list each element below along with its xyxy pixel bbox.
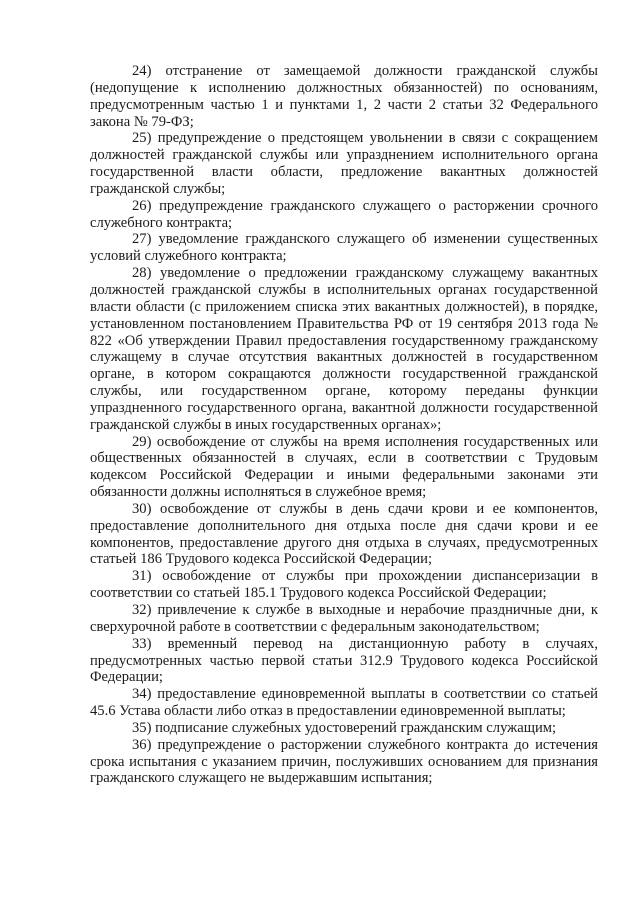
list-item-28: 28) уведомление о предложении гражданскому служащему вакантных должностей гражданской службы в исполнительных органах государственной власти области (с приложением списка этих вакантных должностей), в порядке, установленном постановлением Правительства РФ от 19 сентября 2013 года № 822 «Об утверждении Правил предоставления государственному гражданскому служащему в случае отсутствия вакантных должностей в государственном органе, в котором сокращаются должности государственной гражданской службы, или государственном органе, которому переданы функции упраздненного государственного органа, вакантной должности государственной гражданской службы в иных государственных органах»;	[90, 265, 598, 433]
list-item-30: 30) освобождение от службы в день сдачи крови и ее компонентов, предоставление дополнительного дня отдыха после дня сдачи крови и ее компонентов, предоставление другого дня отдыха в случаях, предусмотренных статьей 186 Трудового кодекса Российской Федерации;	[90, 500, 598, 568]
document-page	[90, 63, 598, 787]
list-item-32: 32) привлечение к службе в выходные и нерабочие праздничные дни, к сверхурочной работе в соответствии с федеральным законодательством;	[90, 602, 598, 635]
list-item-36: 36) предупреждение о расторжении служебного контракта до истечения срока испытания с указанием причин, послуживших основанием для признания гражданского служащего не выдержавшим испытания;	[90, 736, 598, 787]
list-item-27: 27) уведомление гражданского служащего об изменении существенных условий служебного контракта;	[90, 231, 598, 265]
list-item-25: 25) предупреждение о предстоящем увольнении в связи с сокращением должностей гражданской службы или упразднением исполнительного органа государственной власти области, предложение вакантных должностей гражданской службы;	[90, 130, 598, 197]
list-item-34: 34) предоставление единовременной выплаты в соответствии со статьей 45.6 Устава области либо отказ в предоставлении единовременной выплаты;	[90, 686, 598, 720]
list-item-33: 33) временный перевод на дистанционную работу в случаях, предусмотренных частью первой статьи 312.9 Трудового кодекса Российской Федерации;	[90, 635, 598, 686]
list-item-24: 24) отстранение от замещаемой должности гражданской службы (недопущение к исполнению должностных обязанностей) по основаниям, предусмотренным частью 1 и пунктами 1, 2 части 2 статьи 32 Федерального закона № 79-ФЗ;	[90, 63, 598, 130]
list-item-31: 31) освобождение от службы при прохождении диспансеризации в соответствии со статьей 185.1 Трудового кодекса Российской Федерации;	[90, 568, 598, 602]
list-item-35: 35) подписание служебных удостоверений гражданским служащим;	[132, 719, 557, 736]
list-item-29: 29) освобождение от службы на время исполнения государственных или общественных обязанностей в случаях, если в соответствии с Трудовым кодексом Российской Федерации и иными федеральными законами эти обязанности должны исполняться в служебное время;	[90, 433, 598, 501]
list-item-26: 26) предупреждение гражданского служащего о расторжении срочного служебного контракта;	[90, 197, 598, 231]
